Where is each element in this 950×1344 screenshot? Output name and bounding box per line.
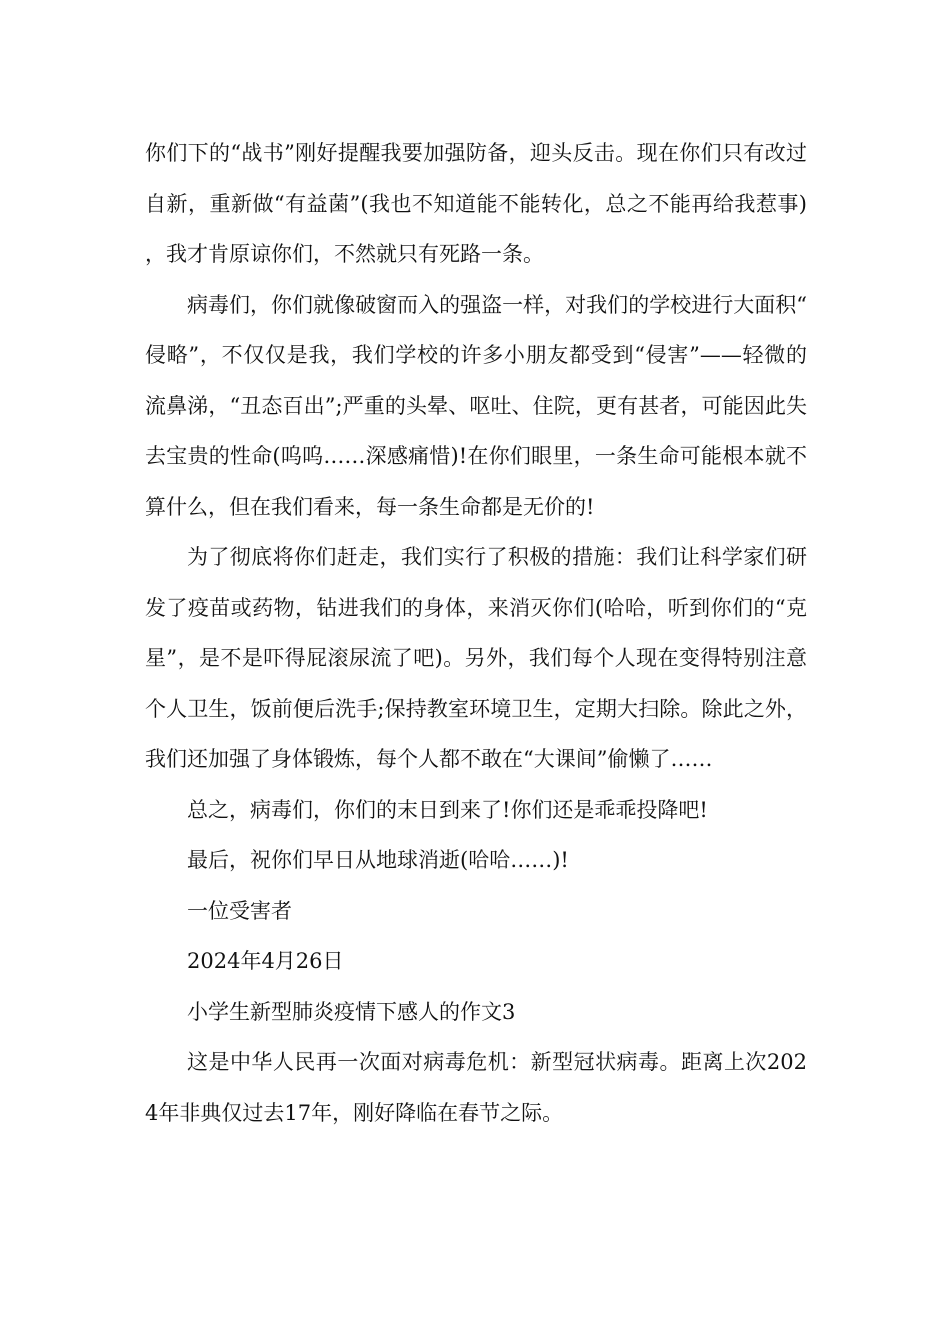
signature: 一位受害者 (187, 898, 292, 923)
paragraph-new-essay-intro: 这是中华人民再一次面对病毒危机：新型冠状病毒。距离上次2024年非典仅过去17年，刚好降临在春节之际。 (145, 1050, 807, 1125)
section-title: 小学生新型肺炎疫情下感人的作文3 (187, 999, 516, 1024)
paragraph-measures: 为了彻底将你们赶走，我们实行了积极的措施：我们让科学家们研发了疫苗或药物，钻进我们的身体，来消灭你们(哈哈，听到你们的“克星”，是不是吓得屁滚尿流了吧)。另外，我们每个人现在变得特别注意个人卫生，饭前便后洗手;保持教室环境卫生，定期大扫除。除此之外，我们还加强了身体锻炼，每个人都不敢在“大课间”偷懒了…… (145, 545, 807, 771)
paragraph-letter-continuation: 你们下的“战书”刚好提醒我要加强防备，迎头反击。现在你们只有改过自新，重新做“有益菌”(我也不知道能不能转化，总之不能再给我惹事)，我才肯原谅你们，不然就只有死路一条。 (145, 141, 807, 266)
paragraph-closing-wish: 最后，祝你们早日从地球消逝(哈哈……)! (187, 848, 569, 872)
paragraph-virus-invasion: 病毒们，你们就像破窗而入的强盗一样，对我们的学校进行大面积“侵略”，不仅仅是我，我们学校的许多小朋友都受到“侵害”——轻微的流鼻涕，“丑态百出”;严重的头晕、呕吐、住院，更有甚者，可能因此失去宝贵的性命(呜呜……深感痛惜)!在你们眼里，一条生命可能根本就不算什么，但在我们看来，每一条生命都是无价的! (145, 292, 807, 519)
date: 2024年4月26日 (187, 949, 344, 973)
document-body (145, 128, 807, 1138)
paragraph-conclusion: 总之，病毒们，你们的末日到来了!你们还是乖乖投降吧! (187, 797, 708, 822)
